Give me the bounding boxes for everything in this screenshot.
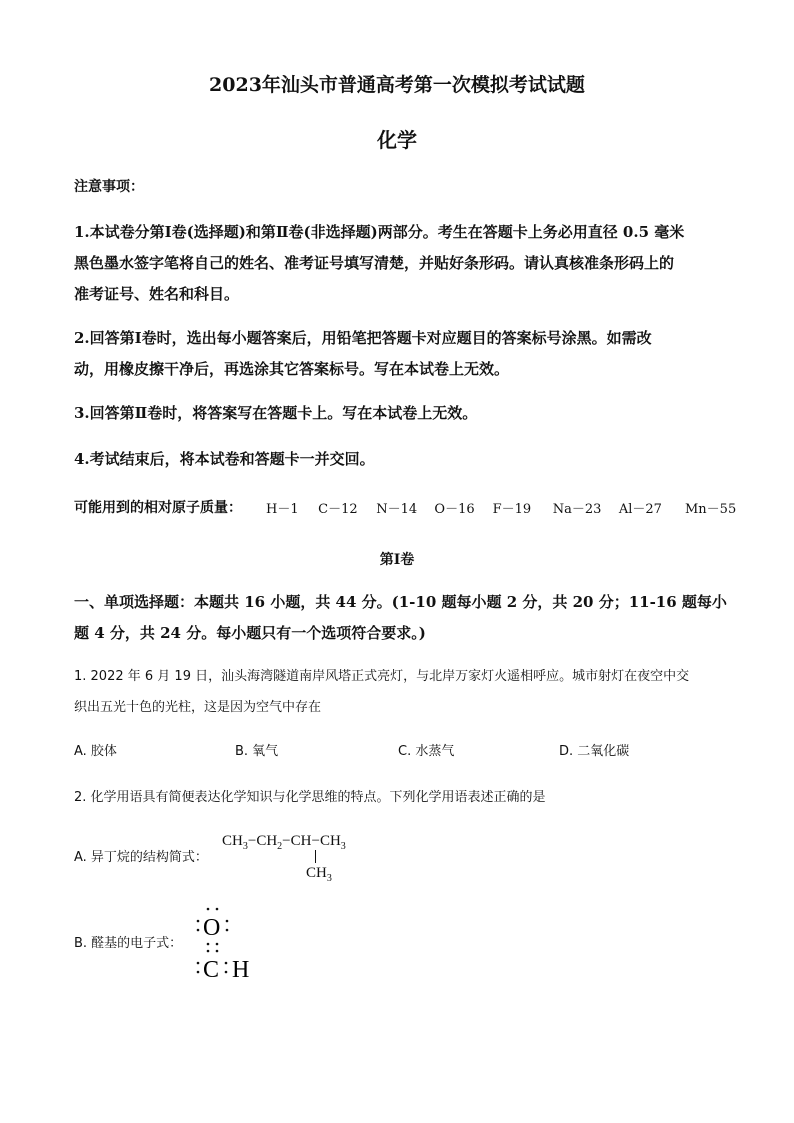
aldehyde-electron-formula — [190, 900, 270, 986]
q1-option-d: D. 二氧化碳 — [559, 744, 630, 759]
notice-item-2-line-1: 2.回答第Ⅰ卷时，选出每小题答案后，用铅笔把答题卡对应题目的答案标号涂黑。如需改 — [74, 329, 652, 347]
atomic-mass-mn: Mn－55 — [684, 502, 737, 517]
q2-option-b-label: B. 醛基的电子式： — [74, 936, 183, 951]
q1-stem-line-1: 1. 2022 年 6 月 19 日，汕头海湾隧道南岸风塔正式亮灯，与北岸万家灯火遥相呼应。城市射灯在夜空中交 — [74, 669, 690, 684]
q1-option-b: B. 氧气 — [235, 744, 279, 759]
q1-option-c: C. 水蒸气 — [398, 744, 455, 759]
part-instruction-line-1: 一、单项选择题：本题共 16 小题，共 44 分。(1-10 题每小题 2 分，共 20 分；11-16 题每小 — [74, 593, 727, 611]
notice-item-1-line-1: 1.本试卷分第Ⅰ卷(选择题)和第Ⅱ卷(非选择题)两部分。考生在答题卡上务必用直径 0.5 毫米 — [74, 223, 685, 241]
notice-item-1-line-2: 黑色墨水签字笔将自己的姓名、准考证号填写清楚，并贴好条形码。请认真核准条形码上的 — [74, 254, 675, 272]
notice-item-3: 3.回答第Ⅱ卷时，将答案写在答题卡上。写在本试卷上无效。 — [74, 404, 478, 422]
q2-option-a-label: A. 异丁烷的结构简式： — [74, 850, 208, 865]
q1-option-a: A. 胶体 — [74, 744, 117, 759]
atomic-mass-na: Na－23 — [552, 502, 602, 517]
q1-stem-line-2: 织出五光十色的光柱，这是因为空气中存在 — [74, 700, 322, 715]
notice-item-1-line-3: 准考证号、姓名和科目。 — [74, 285, 240, 303]
svg-text:O: O — [203, 915, 221, 941]
subject-title: 化学 — [377, 128, 417, 152]
notice-item-2-line-2: 动，用橡皮擦干净后，再选涂其它答案标号。写在本试卷上无效。 — [74, 360, 510, 378]
atomic-mass-list — [266, 498, 736, 517]
atomic-mass-c: C－12 — [318, 502, 358, 517]
part-instruction-line-2: 题 4 分，共 24 分。每小题只有一个选项符合要求。) — [74, 624, 426, 642]
atomic-mass-label: 可能用到的相对原子质量： — [74, 500, 242, 516]
atomic-mass-h: H－1 — [266, 502, 299, 517]
q2-stem: 2. 化学用语具有简便表达化学知识与化学思维的特点。下列化学用语表述正确的是 — [74, 790, 546, 805]
notice-heading: 注意事项： — [74, 179, 144, 195]
exam-title: 2023年汕头市普通高考第一次模拟考试试题 — [209, 74, 585, 96]
svg-text:H: H — [232, 957, 250, 983]
atomic-mass-f: F－19 — [492, 502, 532, 517]
section-title: 第Ⅰ卷 — [379, 552, 415, 568]
atomic-mass-al: Al－27 — [618, 502, 662, 517]
isobutane-branch-bond — [315, 850, 316, 863]
isobutane-formula: $CH_3-CH_2-CH-CH_3$ — [222, 833, 346, 852]
notice-item-4: 4.考试结束后，将本试卷和答题卡一并交回。 — [74, 450, 375, 468]
isobutane-methyl-branch: $CH_3$ — [306, 865, 332, 884]
atomic-mass-n: N－14 — [376, 502, 418, 517]
svg-text:C: C — [203, 957, 220, 983]
atomic-mass-o: O－16 — [434, 502, 475, 517]
